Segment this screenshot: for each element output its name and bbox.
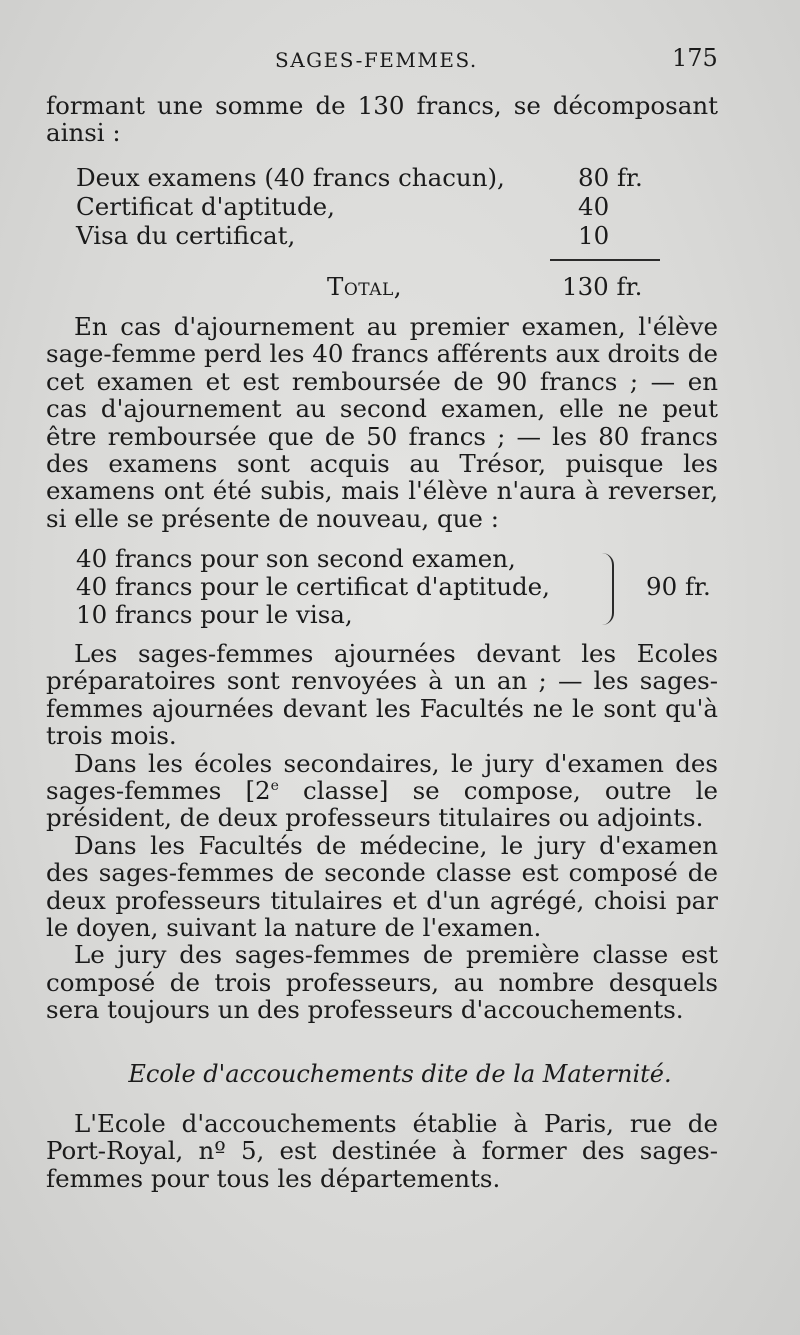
- section-text: [46, 1110, 718, 1192]
- page-header: [0, 44, 800, 78]
- total-label: Total,: [327, 272, 403, 301]
- fee-amount: 10: [578, 221, 610, 250]
- section-title: Ecole d'accouchements dite de la Maternité.: [128, 1060, 672, 1088]
- total-rule: [550, 259, 660, 261]
- paragraph-jury-first-class: Le jury des sages-femmes de première classe est composé de trois professeurs, au nombre desquels sera toujours un des professeurs d'accouchements.: [46, 940, 718, 1025]
- adjournment-text: [46, 313, 718, 532]
- paragraph-maternite: L'Ecole d'accouchements établie à Paris, rue de Port-Royal, nº 5, est destinée à former des sages-femmes pour tous les départements.: [46, 1109, 718, 1193]
- jury-secondary-after: classe] se compose, outre le président, de deux professeurs titulaires ou adjoints.: [46, 776, 718, 833]
- intro-line: ainsi :: [46, 118, 121, 148]
- reversal-amount: 90 fr.: [646, 572, 711, 601]
- paragraph-jury-faculties: Dans les Facultés de médecine, le jury d'examen des sages-femmes de seconde classe est composé de deux professeurs titulaires et d'un agrégé, choisi par le doyen, suivant la nature de l'examen.: [46, 830, 718, 943]
- paragraph-adjournment: En cas d'ajournement au premier examen, l'élève sage-femme perd les 40 francs afférents aux droits de cet examen et est remboursée de 90 francs ; — en cas d'ajournement au second examen, elle ne peut être remboursée que de 50 francs ; — les 80 francs des examens sont acquis au Trésor, puisque les examens ont été subis, mais l'élève n'aura à reverser, si elle se présente de nouveau, que :: [46, 312, 718, 533]
- jury-secondary-before: Dans les écoles secondaires, le jury d'examen des sages-femmes [2: [46, 748, 718, 806]
- fee-row: [76, 163, 716, 192]
- fee-table: [76, 163, 716, 250]
- fee-row: [76, 221, 716, 250]
- fee-label: Deux examens (40 francs chacun),: [76, 163, 505, 192]
- superscript: e: [270, 777, 279, 794]
- intro-text: [46, 92, 718, 147]
- fee-amount: 80 fr.: [578, 163, 643, 192]
- running-title: SAGES-FEMMES.: [275, 48, 478, 72]
- paragraph-jury-secondary: [46, 750, 718, 832]
- reversal-item: 40 francs pour le certificat d'aptitude,: [76, 572, 550, 601]
- total-row: [0, 272, 800, 302]
- reversal-list: [76, 545, 726, 629]
- reversal-item: 10 francs pour le visa,: [76, 600, 353, 629]
- page-number: 175: [672, 44, 718, 72]
- fee-row: [76, 192, 716, 221]
- fee-label: Certificat d'aptitude,: [76, 192, 335, 221]
- brace: [598, 553, 614, 625]
- fee-label: Visa du certificat,: [76, 221, 296, 250]
- intro-line: formant une somme de 130 francs, se décomposant: [46, 91, 718, 120]
- total-amount: 130 fr.: [562, 272, 643, 301]
- fee-amount: 40: [578, 192, 610, 221]
- jury-text: [46, 640, 718, 1024]
- reversal-item: 40 francs pour son second examen,: [76, 544, 516, 573]
- paragraph-renvoi: Les sages-femmes ajournées devant les Ecoles préparatoires sont renvoyées à un an ; — les sages-femmes ajournées devant les Facultés ne le sont qu'à trois mois.: [46, 639, 718, 751]
